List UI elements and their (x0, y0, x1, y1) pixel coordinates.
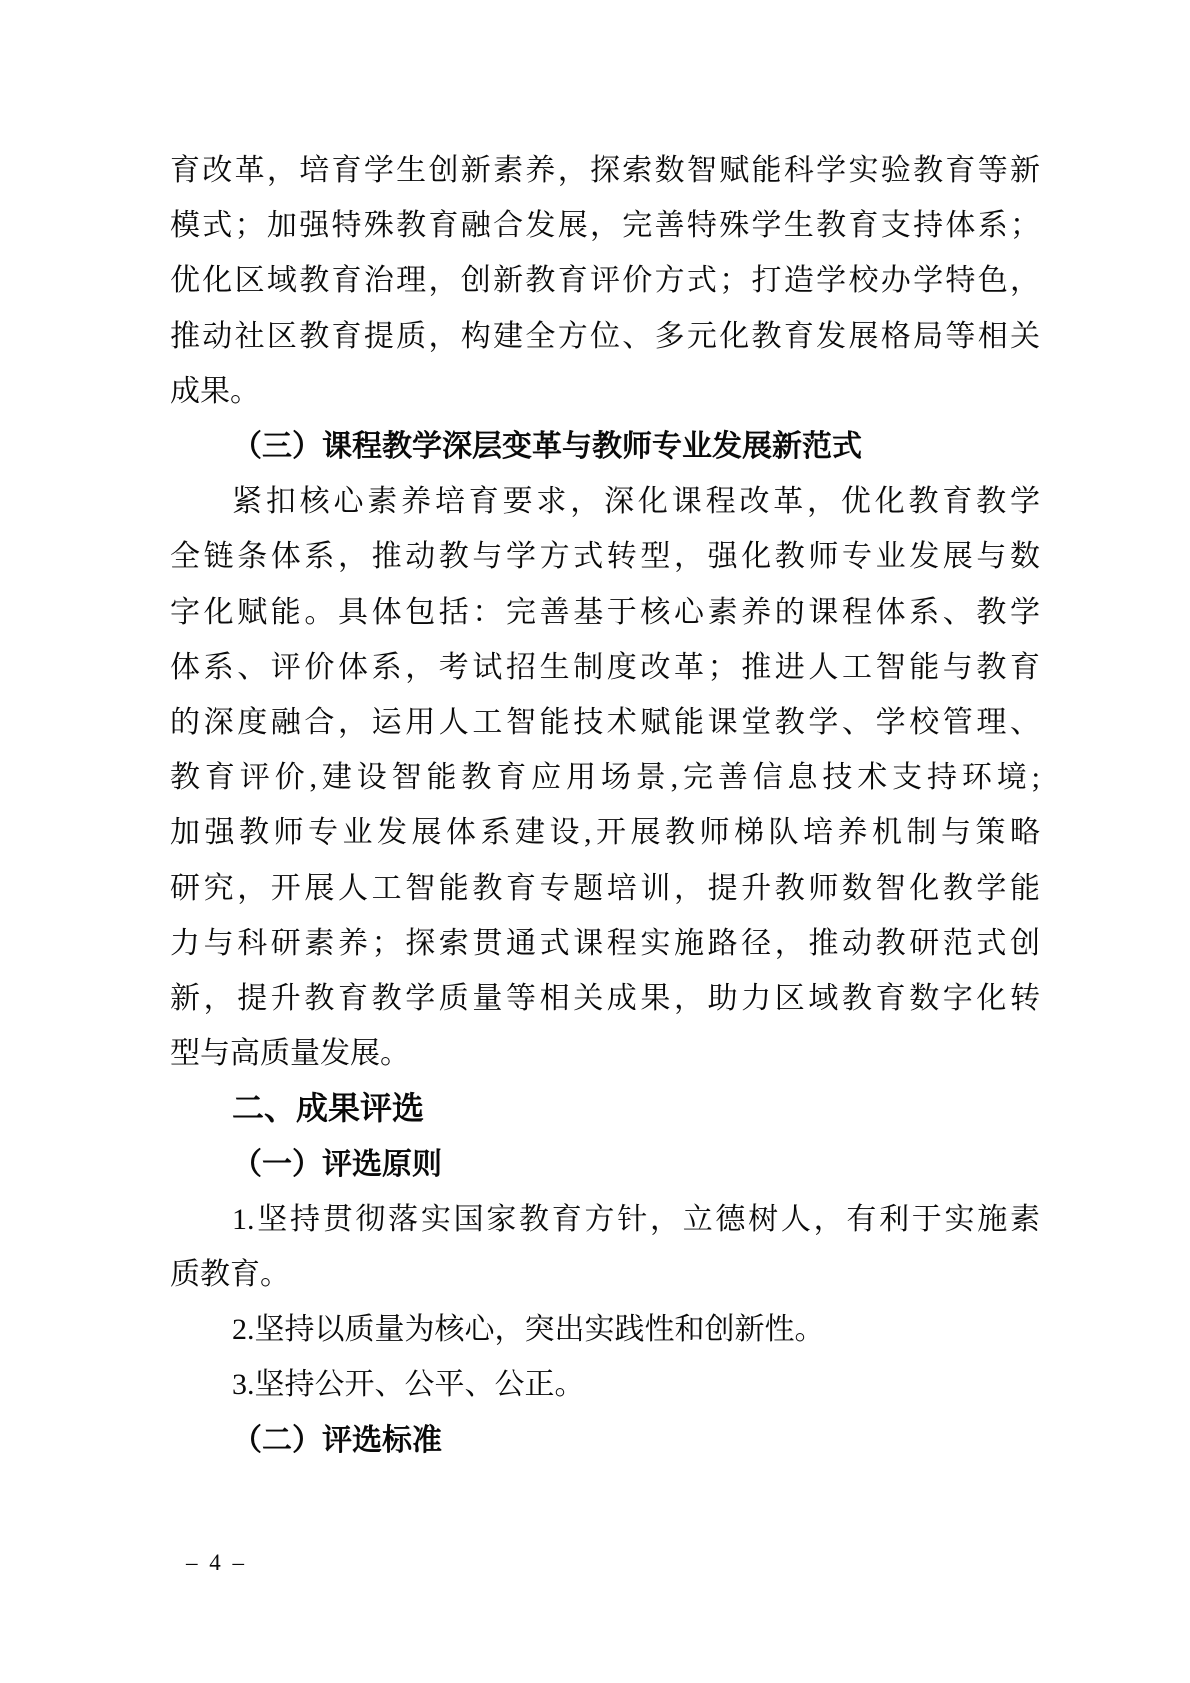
body-text-line: 全链条体系，推动教与学方式转型，强化教师专业发展与数 (170, 540, 1040, 574)
body-text-line: 型与高质量发展。 (170, 1037, 410, 1071)
criteria-2-heading: （二）评选标准 (232, 1423, 442, 1457)
document-body (170, 143, 1040, 1468)
body-text-line: 模式；加强特殊教育融合发展，完善特殊学生教育支持体系； (170, 209, 1040, 243)
body-text-line: 3.坚持公开、公平、公正。 (232, 1368, 585, 1402)
body-text-line: 育改革，培育学生创新素养，探索数智赋能科学实验教育等新 (170, 154, 1040, 187)
body-text-line: 紧扣核心素养培育要求，深化课程改革，优化教育教学 (232, 485, 1040, 519)
body-text-line: 1.坚持贯彻落实国家教育方针，立德树人，有利于实施素 (232, 1202, 1040, 1236)
page-number: – 4 – (186, 1550, 247, 1575)
body-text-line: 2.坚持以质量为核心，突出实践性和创新性。 (232, 1313, 825, 1347)
body-text-line: 优化区域教育治理，创新教育评价方式；打造学校办学特色， (170, 264, 1040, 298)
body-text-line: 新，提升教育教学质量等相关成果，助力区域教育数字化转 (170, 982, 1040, 1016)
body-text-line: 加强教师专业发展体系建设,开展教师梯队培养机制与策略 (170, 816, 1040, 850)
body-text-line: 质教育。 (170, 1258, 290, 1292)
body-text-line: 研究，开展人工智能教育专题培训，提升教师数智化教学能 (170, 871, 1040, 905)
body-text-line: 字化赋能。具体包括：完善基于核心素养的课程体系、教学 (170, 595, 1040, 629)
body-text-line: 成果。 (170, 374, 260, 408)
section-3-heading: （三）课程教学深层变革与教师专业发展新范式 (232, 430, 862, 464)
body-text-line: 的深度融合，运用人工智能技术赋能课堂教学、学校管理、 (170, 706, 1040, 740)
body-text-line: 力与科研素养；探索贯通式课程实施路径，推动教研范式创 (170, 926, 1040, 960)
body-text-line: 体系、评价体系，考试招生制度改革；推进人工智能与教育 (170, 650, 1040, 684)
criteria-1-heading: （一）评选原则 (232, 1147, 442, 1181)
body-text-line: 推动社区教育提质，构建全方位、多元化教育发展格局等相关 (170, 319, 1040, 353)
part-2-heading: 二、成果评选 (232, 1090, 425, 1127)
body-text-line: 教育评价,建设智能教育应用场景,完善信息技术支持环境; (170, 761, 1040, 795)
